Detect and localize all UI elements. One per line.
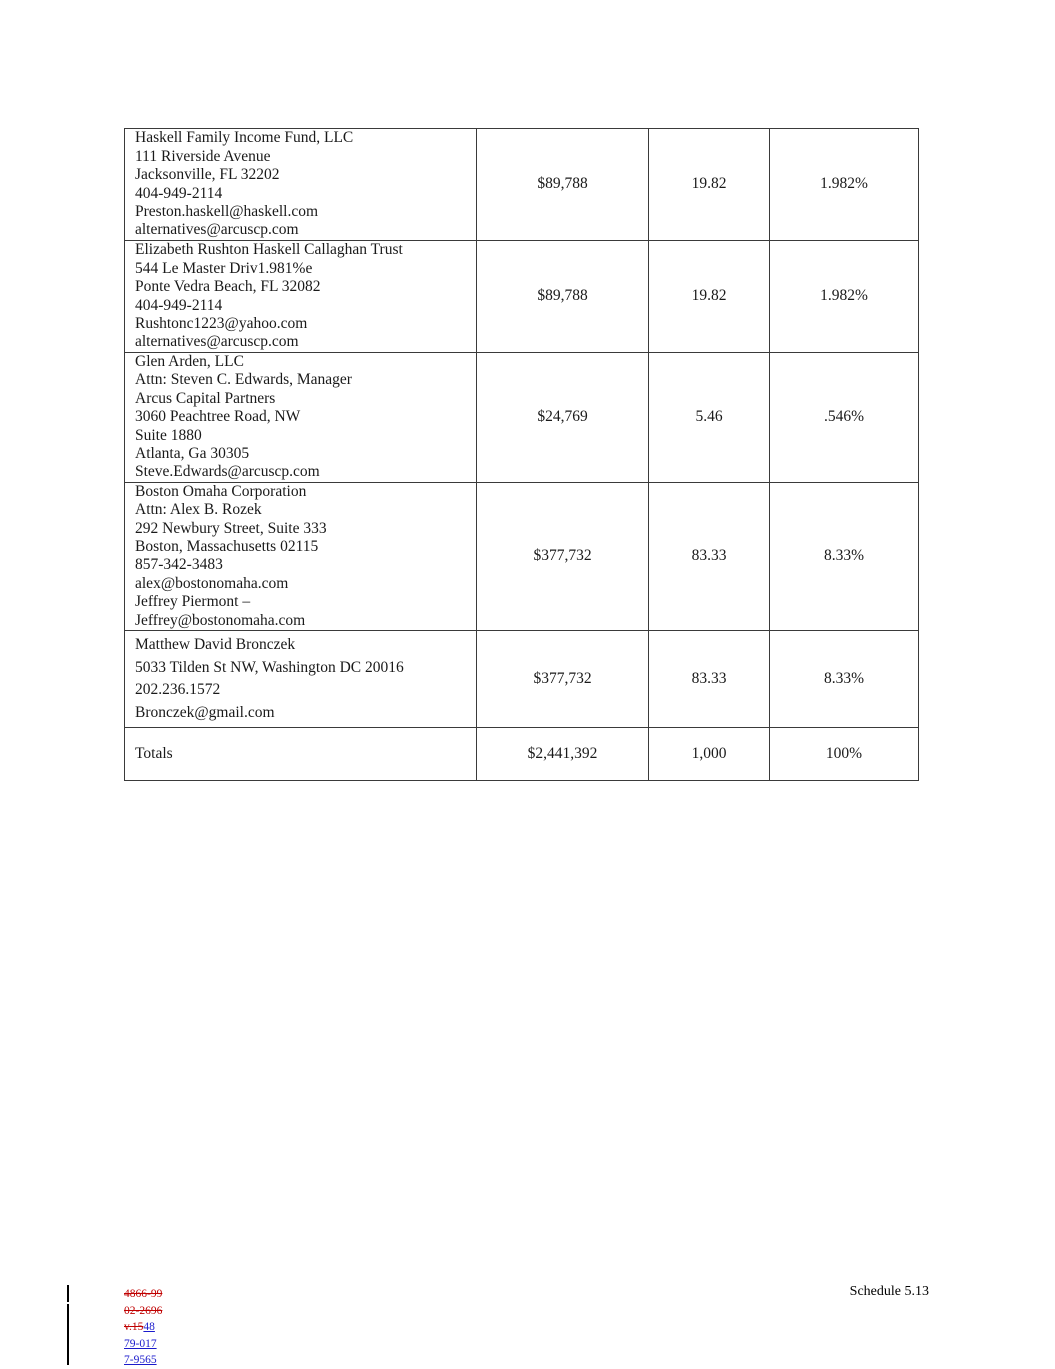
holder-phone: 202.236.1572 [135,681,221,699]
totals-amount: $2,441,392 [477,728,649,781]
schedule-table [124,128,919,781]
units-cell: 19.82 [649,241,770,353]
holder-address-line: 292 Newbury Street, Suite 333 [135,519,327,537]
amount-cell: $24,769 [477,353,649,483]
holder-address-line: Ponte Vedra Beach, FL 32082 [135,278,321,296]
holder-address-line: 3060 Peachtree Road, NW [135,408,301,426]
holder-address-line: Boston, Massachusetts 02115 [135,538,319,556]
percent-cell: 1.982% [770,129,919,241]
inserted-doc-id: 48 [143,1321,155,1333]
inserted-doc-id: 7-9565 [124,1354,157,1366]
units-cell: 19.82 [649,129,770,241]
holder-email: alex@bostonomaha.com [135,574,289,592]
table-row [125,482,919,630]
holder-name: Boston Omaha Corporation [135,482,307,500]
holder-email: Rushtonc1223@yahoo.com [135,314,308,332]
holder-address-line: 544 Le Master Driv1.981%e [135,259,313,277]
amount-cell: $89,788 [477,129,649,241]
percent-cell: 8.33% [770,631,919,728]
totals-row [125,728,919,781]
deleted-doc-id: 4866-99 [124,1288,163,1300]
holder-phone: 857-342-3483 [135,556,223,574]
deleted-doc-id: 02-2696 [124,1304,163,1317]
holder-address-line: 5033 Tilden St NW, Washington DC 20016 [135,658,404,676]
holder-info [125,631,477,728]
deleted-doc-id: v.15 [124,1321,144,1333]
holder-attention: Attn: Alex B. Rozek [135,501,262,519]
amount-cell: $377,732 [477,631,649,728]
holder-company: Arcus Capital Partners [135,389,276,407]
holder-info [125,482,477,630]
holder-email: Preston.haskell@haskell.com [135,202,319,220]
table-row [125,631,919,728]
percent-cell: .546% [770,353,919,483]
holder-address-line: Atlanta, Ga 30305 [135,445,250,463]
percent-cell: 8.33% [770,482,919,630]
units-cell: 83.33 [649,631,770,728]
document-id [124,1286,162,1369]
inserted-doc-id: 79-017 [124,1337,157,1350]
change-bar [67,1285,69,1302]
units-cell: 5.46 [649,353,770,483]
amount-cell: $89,788 [477,241,649,353]
table-row [125,129,919,241]
holder-info [125,241,477,353]
holder-email: alternatives@arcuscp.com [135,333,299,351]
holder-address-line: Jacksonville, FL 32202 [135,166,280,184]
holder-name: Glen Arden, LLC [135,353,244,370]
holder-info [125,129,477,241]
holder-address-line: Suite 1880 [135,426,202,444]
change-bar [67,1304,69,1365]
holder-attention: Attn: Steven C. Edwards, Manager [135,371,352,389]
holder-name: Matthew David Bronczek [135,636,296,654]
holder-email: alternatives@arcuscp.com [135,221,299,239]
holder-name: Haskell Family Income Fund, LLC [135,129,354,147]
table-row [125,241,919,353]
table-row [125,353,919,483]
amount-cell: $377,732 [477,482,649,630]
holder-contact: Jeffrey Piermont – [135,593,251,611]
holder-phone: 404-949-2114 [135,296,223,314]
totals-label: Totals [125,728,477,781]
schedule-label: Schedule 5.13 [849,1284,929,1299]
holder-phone: 404-949-2114 [135,184,223,202]
totals-units: 1,000 [649,728,770,781]
holder-name: Elizabeth Rushton Haskell Callaghan Trust [135,241,403,259]
holder-email: Jeffrey@bostonomaha.com [135,611,306,629]
holder-info [125,353,477,483]
totals-percent: 100% [770,728,919,781]
holder-email: Bronczek@gmail.com [135,703,275,721]
percent-cell: 1.982% [770,241,919,353]
units-cell: 83.33 [649,482,770,630]
holder-address-line: 111 Riverside Avenue [135,147,271,165]
holder-email: Steve.Edwards@arcuscp.com [135,463,320,481]
